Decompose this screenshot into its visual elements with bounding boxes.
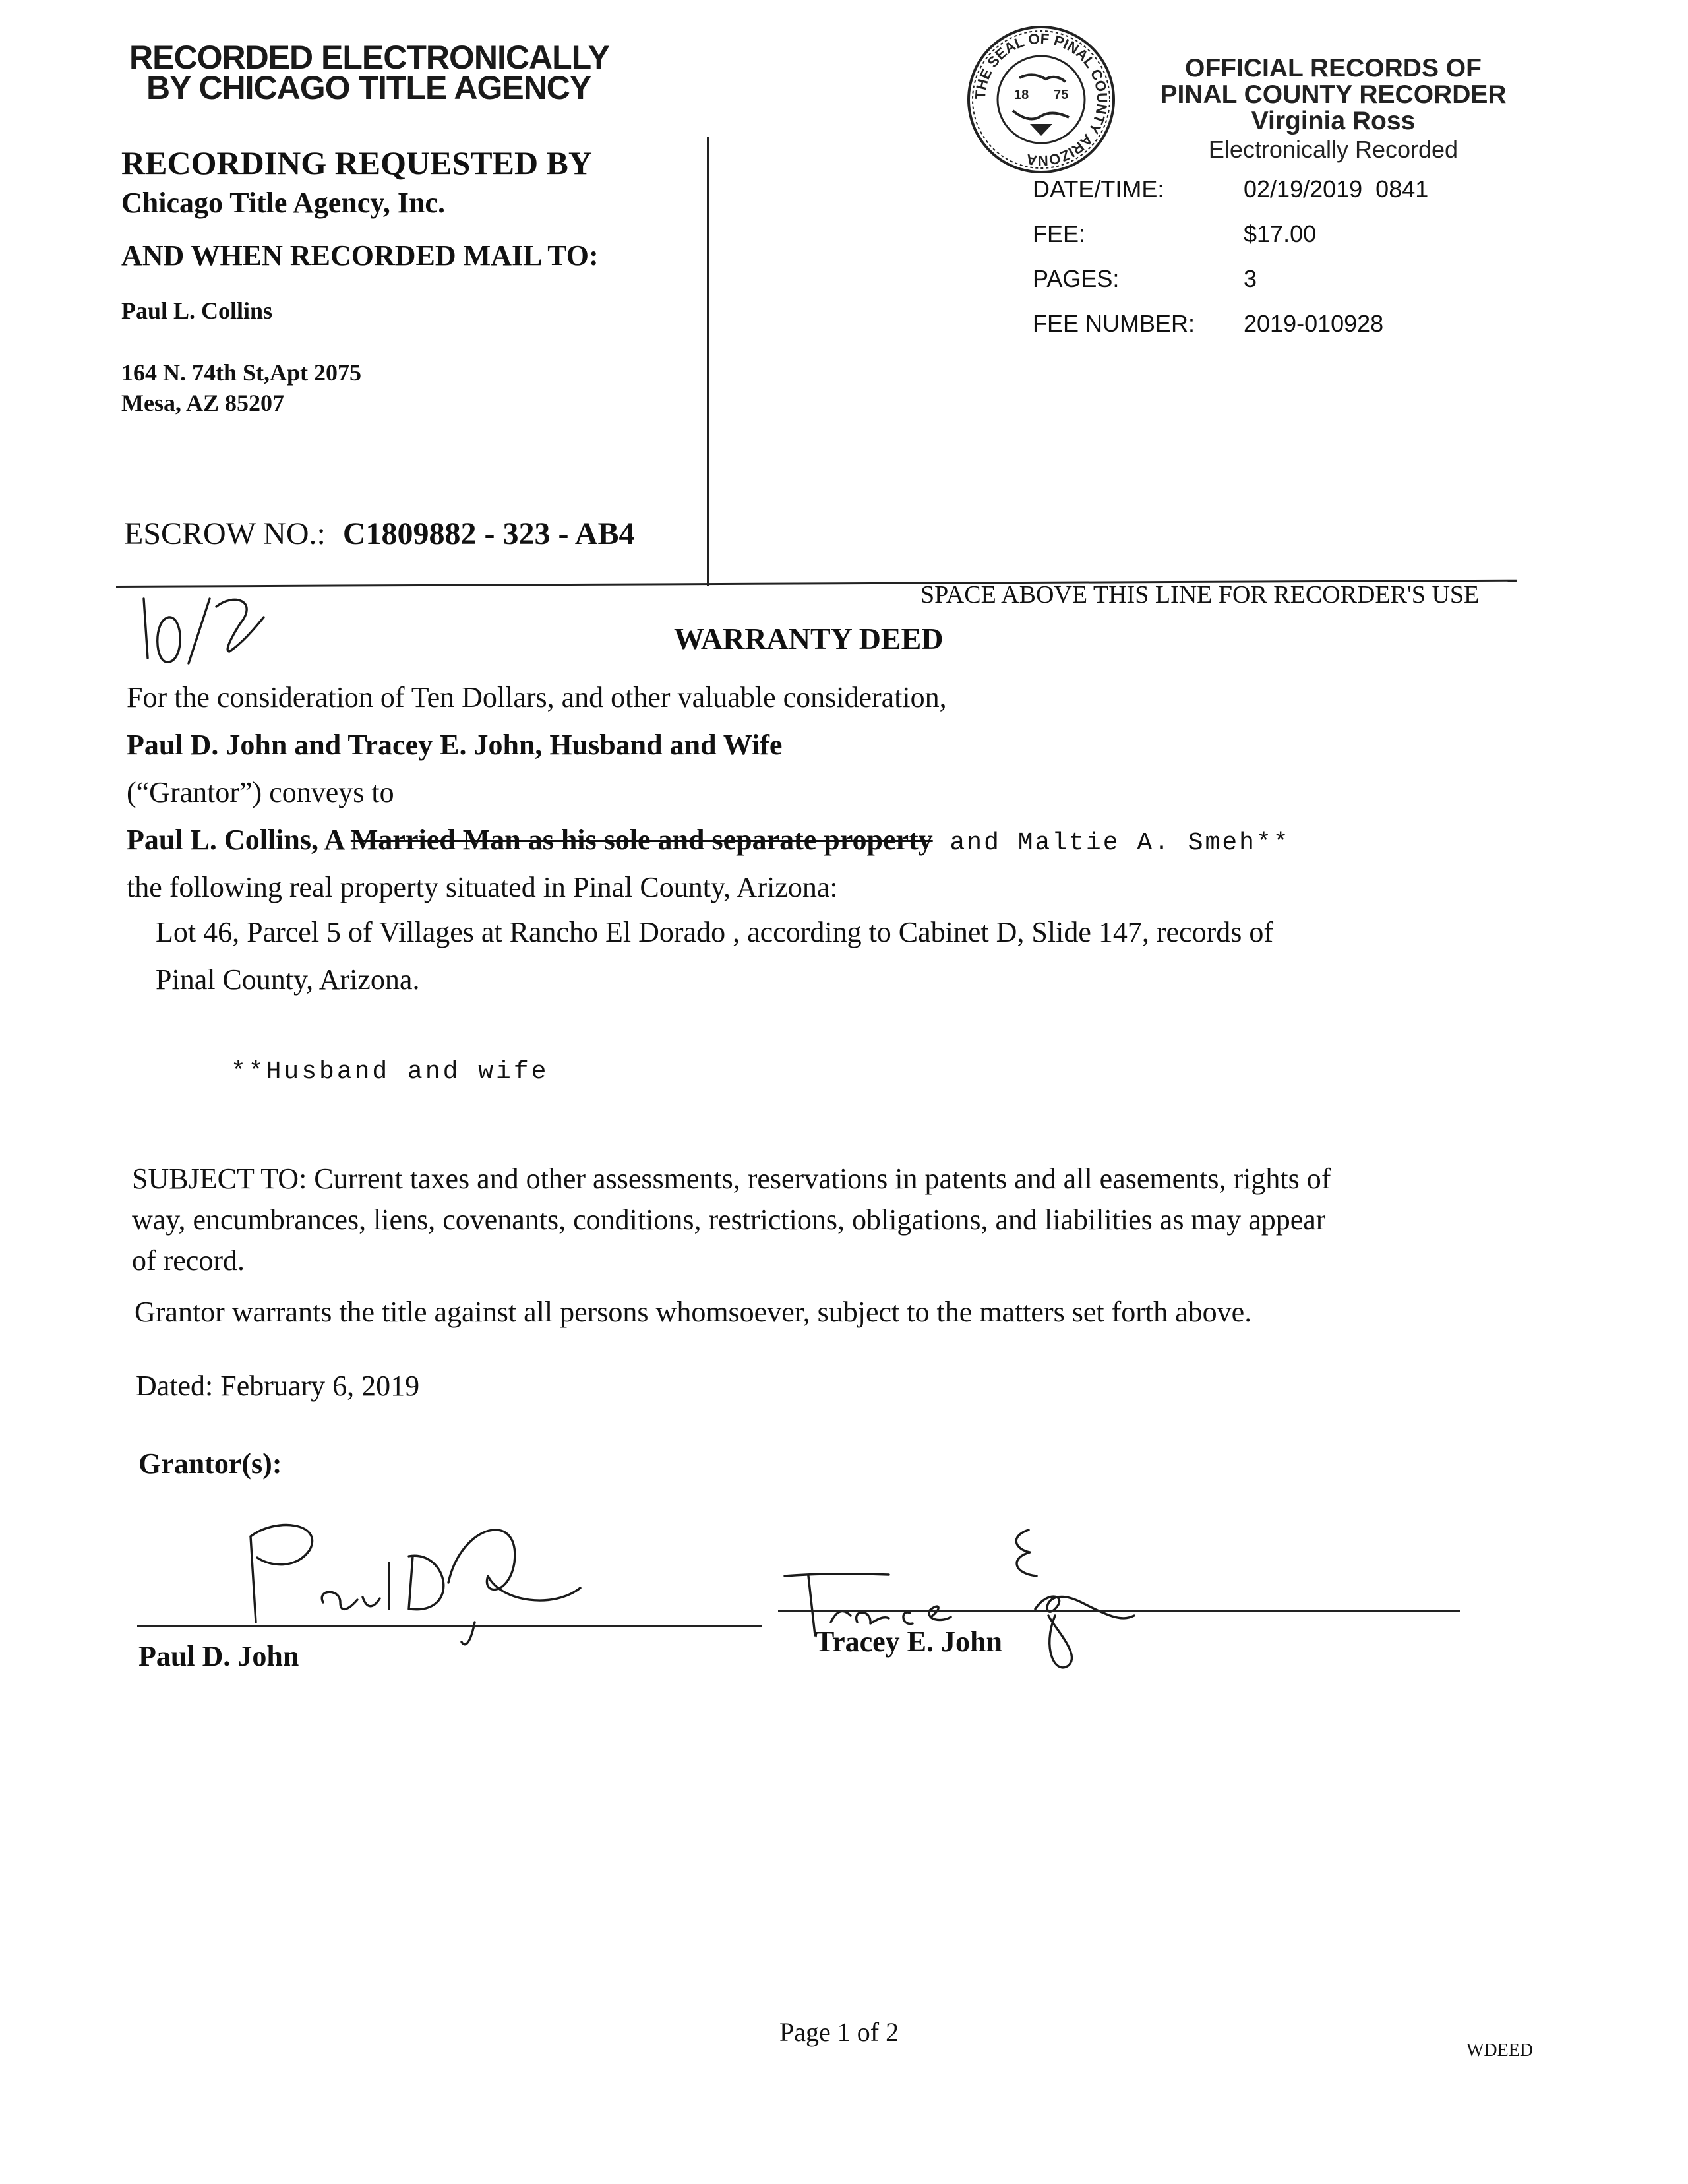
recorded-electronically-stamp: RECORDED ELECTRONICALLY bbox=[129, 39, 609, 76]
escrow-label: ESCROW NO.: bbox=[124, 516, 326, 551]
situated-line: the following real property situated in Pinal County, Arizona: bbox=[127, 871, 838, 903]
handwritten-note bbox=[129, 586, 274, 684]
header-vertical-divider bbox=[707, 137, 709, 586]
chicago-title-stamp: BY CHICAGO TITLE AGENCY bbox=[146, 69, 591, 106]
escrow-number: C1809882 - 323 - AB4 bbox=[342, 516, 635, 551]
signature-line-2 bbox=[778, 1610, 1460, 1612]
mail-to-name: Paul L. Collins bbox=[121, 297, 273, 324]
typed-husband-wife-note: **Husband and wife bbox=[231, 1058, 549, 1086]
escrow-number-row bbox=[124, 516, 634, 552]
recording-info-row bbox=[1033, 175, 1494, 208]
recording-info-table bbox=[1033, 175, 1494, 347]
seal-year-left: 18 bbox=[1014, 88, 1029, 102]
legal-description-line2: Pinal County, Arizona. bbox=[156, 963, 420, 996]
conveys-line: (“Grantor”) conveys to bbox=[127, 776, 394, 808]
electronically-recorded: Electronically Recorded bbox=[1208, 136, 1459, 163]
grantee-typed-addition: and Maltie A. Smeh** bbox=[932, 829, 1290, 857]
pinal-county-seal bbox=[967, 25, 1116, 174]
grantors-label: Grantor(s): bbox=[138, 1447, 282, 1480]
dated-line: Dated: February 6, 2019 bbox=[136, 1370, 420, 1402]
mail-to-address-line2: Mesa, AZ 85207 bbox=[121, 390, 284, 416]
space-above-note: SPACE ABOVE THIS LINE FOR RECORDER'S USE bbox=[920, 581, 1480, 609]
signatory-1-name: Paul D. John bbox=[138, 1640, 299, 1672]
recording-info-value: 3 bbox=[1244, 265, 1257, 292]
grantee-prefix: Paul L. Collins, A bbox=[127, 824, 351, 856]
official-records-line1: OFFICIAL RECORDS OF bbox=[1185, 54, 1482, 82]
signature-line-1 bbox=[137, 1625, 762, 1627]
recording-info-label: DATE/TIME: bbox=[1033, 175, 1164, 202]
recording-info-value: $17.00 bbox=[1244, 220, 1317, 247]
grantee-struck-vesting: Married Man as his sole and separate property bbox=[350, 824, 933, 856]
subject-to-line1: SUBJECT TO: Current taxes and other assessments, reservations in patents and all easements, rights of bbox=[132, 1163, 1331, 1195]
subject-to-line2: way, encumbrances, liens, covenants, conditions, restrictions, obligations, and liabilities as may appear bbox=[132, 1203, 1326, 1236]
recording-info-label: FEE NUMBER: bbox=[1033, 310, 1195, 337]
consideration-line: For the consideration of Ten Dollars, and other valuable consideration, bbox=[127, 681, 947, 713]
mail-to-address-wrap bbox=[121, 357, 361, 418]
page-number: Page 1 of 2 bbox=[779, 2017, 899, 2047]
recording-info-row bbox=[1033, 220, 1494, 253]
seal-ring-text: THE SEAL OF PINAL COUNTY ARIZONA bbox=[971, 30, 1111, 169]
recording-info-value: 02/19/2019 0841 bbox=[1244, 175, 1429, 202]
requested-by-wrap bbox=[121, 186, 445, 220]
official-records-line2: PINAL COUNTY RECORDER bbox=[1160, 80, 1507, 109]
recording-info-row bbox=[1033, 265, 1494, 298]
subject-to-line3: of record. bbox=[132, 1244, 245, 1277]
recording-requested-block bbox=[121, 144, 592, 182]
document-title: WARRANTY DEED bbox=[674, 622, 944, 655]
legal-description-line1: Lot 46, Parcel 5 of Villages at Rancho El Dorado , according to Cabinet D, Slide 147, records of bbox=[156, 916, 1274, 948]
recording-info-row bbox=[1033, 310, 1494, 343]
recorder-name: Virginia Ross bbox=[1251, 107, 1416, 135]
signatory-2-name: Tracey E. John bbox=[815, 1625, 1002, 1658]
form-code: WDEED bbox=[1466, 2040, 1534, 2061]
mail-to-name-wrap bbox=[121, 295, 272, 326]
recording-info-label: FEE: bbox=[1033, 220, 1086, 247]
grantors-names: Paul D. John and Tracey E. John, Husband and Wife bbox=[127, 729, 783, 761]
mail-to-label: AND WHEN RECORDED MAIL TO: bbox=[121, 239, 599, 272]
recording-info-label: PAGES: bbox=[1033, 265, 1120, 292]
svg-text:THE SEAL OF PINAL COUNTY ARIZO bbox=[972, 30, 1110, 169]
mail-to-wrap bbox=[121, 239, 599, 272]
recording-info-value: 2019-010928 bbox=[1244, 310, 1384, 337]
requested-by-label: RECORDING REQUESTED BY bbox=[121, 144, 593, 181]
mail-to-address-line1: 164 N. 74th St,Apt 2075 bbox=[121, 359, 362, 386]
requested-by-name: Chicago Title Agency, Inc. bbox=[121, 187, 445, 219]
official-records-title bbox=[1129, 55, 1538, 135]
seal-year-right: 75 bbox=[1054, 88, 1069, 102]
grantee-line bbox=[127, 820, 1290, 863]
warranty-line: Grantor warrants the title against all persons whomsoever, subject to the matters set forth above. bbox=[135, 1296, 1252, 1328]
